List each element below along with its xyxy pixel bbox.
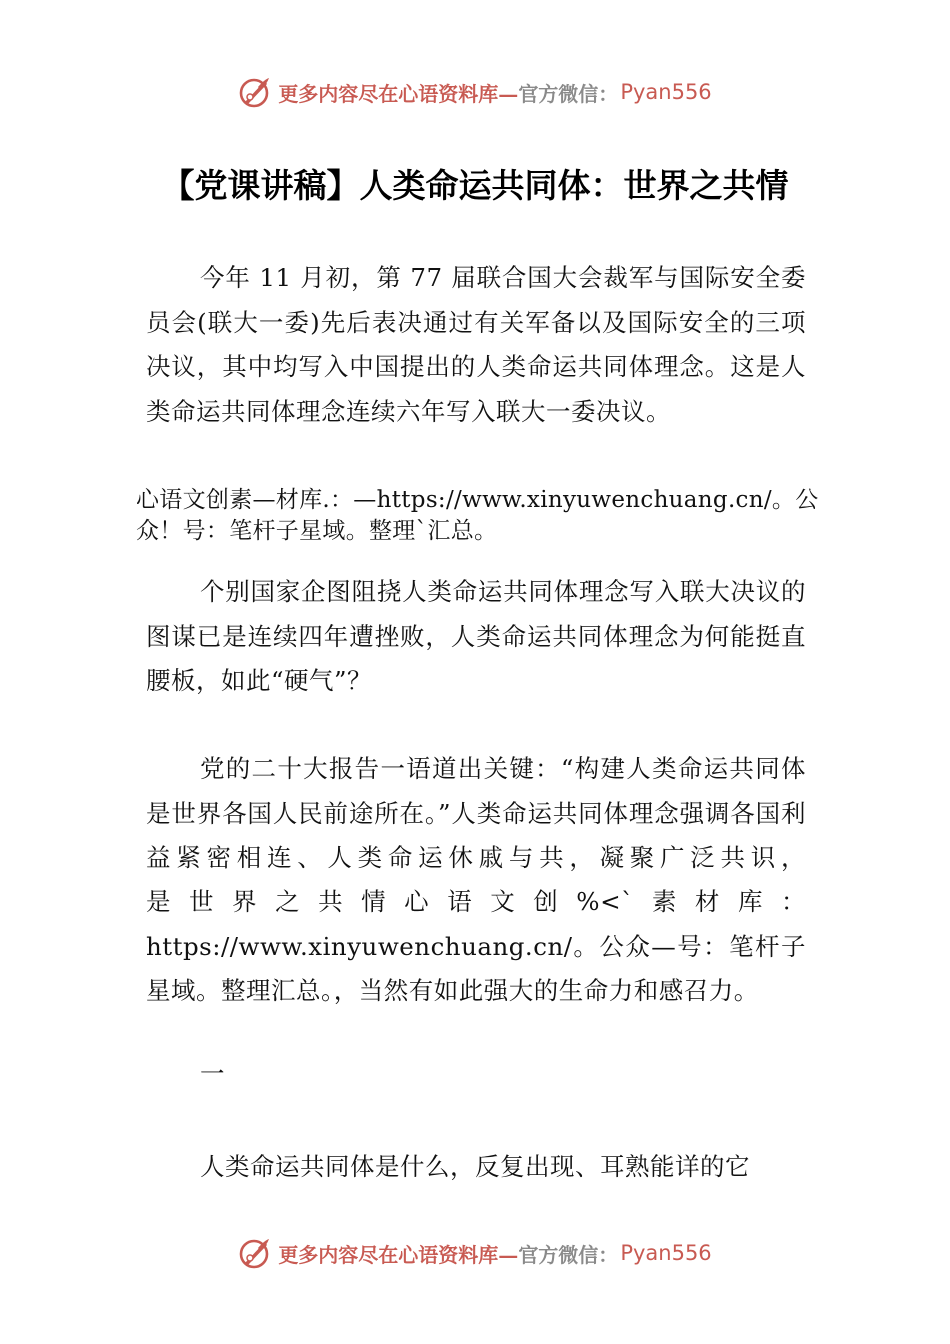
paragraph-1: 今年 11 月初，第 77 届联合国大会裁军与国际安全委员会(联大一委)先后表决通过有关军备以及国际安全的三项决议，其中均写入中国提出的人类命运共同体理念。这是人类命运共同体理念连续六年写入联大一委决议。 xyxy=(146,263,806,426)
banner-wechat-id: Pyan556 xyxy=(620,1241,712,1265)
paragraph-3: 党的二十大报告一语道出关键：“构建人类命运共同体是世界各国人民前途所在。”人类命运共同体理念强调各国利益紧密相连、人类命运休戚与共，凝聚广泛共识， xyxy=(146,754,806,872)
header-banner xyxy=(0,72,950,112)
quill-pen-logo-icon xyxy=(238,75,272,109)
footer-banner xyxy=(0,1233,950,1273)
paragraph-4: 人类命运共同体是什么，反复出现、耳熟能详的它 xyxy=(200,1152,750,1181)
banner-wechat-id: Pyan556 xyxy=(620,80,712,104)
banner-text: 更多内容尽在心语资料库— xyxy=(278,1242,519,1267)
quill-pen-logo-icon xyxy=(238,1236,272,1270)
section-marker: 一 xyxy=(200,1059,225,1088)
document-title: 【党课讲稿】人类命运共同体：世界之共情 xyxy=(161,166,789,205)
banner-wechat-label: 官方微信： xyxy=(518,81,619,106)
watermark-note: 心语文创素—材库.：—https://www.xinyuwenchuang.cn/。公众！号：笔杆子星域。整理`汇总。 xyxy=(136,487,819,544)
paragraph-3-continued: 是世界之共情心语文创%<`素材库：https://www.xinyuwenchuang.cn/。公众—号：笔杆子星域。整理汇总。，当然有如此强大的生命力和感召力。 xyxy=(146,887,806,1005)
banner-text: 更多内容尽在心语资料库— xyxy=(278,81,519,106)
paragraph-2: 个别国家企图阻挠人类命运共同体理念写入联大决议的图谋已是连续四年遭挫败，人类命运共同体理念为何能挺直腰板，如此“硬气”？ xyxy=(146,577,806,695)
banner-wechat-label: 官方微信： xyxy=(518,1242,619,1267)
